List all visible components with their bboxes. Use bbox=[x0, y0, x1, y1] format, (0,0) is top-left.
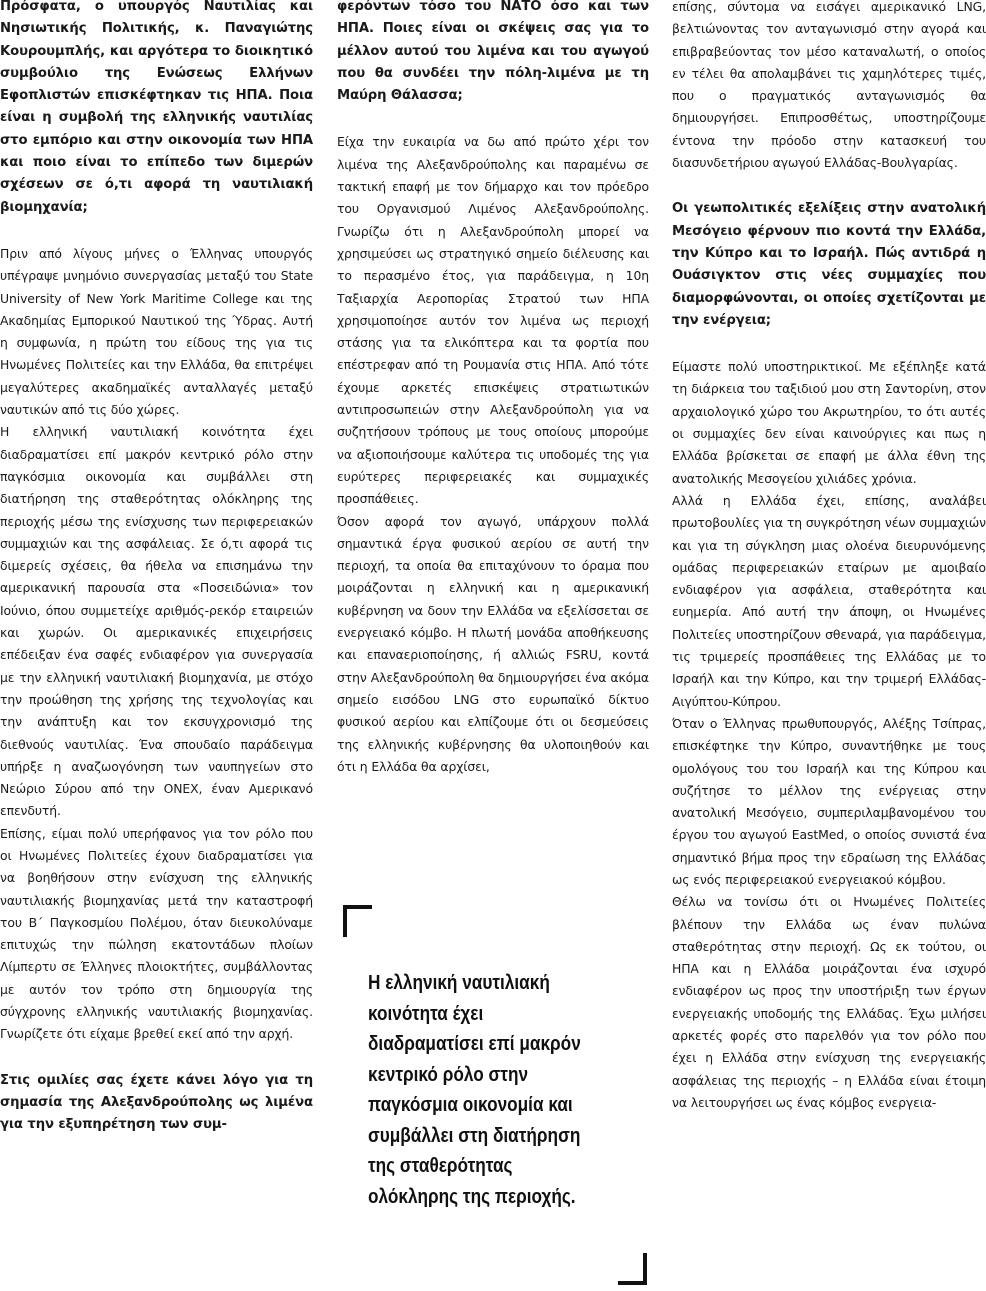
pull-quote: Η ελληνική ναυτιλιακή κοινότητα έχει διαδραματίσει επί μακρόν κεντρικό ρόλο στην παγκόσμια οικονομία και συμβάλλει στη διατήρηση της σταθερότητας ολόκληρης της περιοχής. bbox=[368, 972, 581, 1208]
interview-answer-paragraph: επίσης, σύντομα να εισάγει αμερικανικό LNG, βελτιώνοντας τον ανταγωνισμό στην αγορά και επιβραβεύοντας τον μέσο καταναλωτή, ο οποίος εν τέλει θα απολαμβάνει τις χαμηλότερες τιμές, που ο πραγματικός ανταγωνισμός θα δημιουργήσει. Επιπροσθέτως, υποστηρίζουμε έντονα την πρόοδο στην κατασκευή του διασυνδετήριου αγωγού Ελλάδας-Βουλγαρίας. bbox=[672, 0, 986, 171]
interview-answer-paragraph: Όταν ο Έλληνας πρωθυπουργός, Αλέξης Τσίπρας, επισκέφτηκε την Κύπρο, συναντήθηκε με τους ομολόγους του του Ισραήλ και της Κύπρου και συζήτησε το μέλλον της ενέργειας στην ανατολική Μεσόγειο, συμπεριλαμβανομένου του έργου του αγωγού EastMed, ο οποίος συνιστά ένα σημαντικό βήμα προς την εδραίωση της Ελλάδας ως ενός περιφερειακού ενεργειακού κόμβου. bbox=[672, 715, 986, 887]
interview-answer-paragraph: Επίσης, είμαι πολύ υπερήφανος για τον ρόλο που οι Ηνωμένες Πολιτείες έχουν διαδραματίσει για να βοηθήσουν στην ενίσχυση της ελληνικής ναυτιλιακής βιομηχανίας μετά την καταστροφή του Β΄ Παγκοσμίου Πολέμου, όταν διευκολύναμε επιτυχώς την πώληση εκατοντάδων πλοίων Λίμπερτυ σε Έλληνες πλοιοκτήτες, συμβάλλοντας με αυτόν τον τρόπο στη δημιουργία της σύγχρονης ελληνικής ναυτιλιακής βιομηχανίας. Γνωρίζετε ότι είχαμε βρεθεί εκεί από την αρχή. bbox=[0, 825, 313, 1042]
interview-answer-paragraph: Θέλω να τονίσω ότι οι Ηνωμένες Πολιτείες βλέπουν την Ελλάδα ως έναν πυλώνα σταθερότητας στην περιοχή. Ως εκ τούτου, οι ΗΠΑ και η Ελλάδα μοιράζονται ένα ισχυρό ενδιαφέρον ως προς την υποστήριξη των έργων ενεργειακής υποδομής της Ελλάδας. Έχω μιλήσει αρκετές φορές στο παρελθόν για τον ρόλο που έχει η Ελλάδα στην ενίσχυση της ενεργειακής ασφάλειας της περιοχής – η Ελλάδα είναι έτοιμη να λειτουργήσει ως ένας κόμβος ενεργεια- bbox=[672, 894, 986, 1110]
interview-answer-paragraph: Είχα την ευκαιρία να δω από πρώτο χέρι τον λιμένα της Αλεξανδρούπολης και παραμένω σε τακτική επαφή με τον δήμαρχο και τον πρόεδρο του Οργανισμού Λιμένος Αλεξανδρούπολης. Γνωρίζω ότι η Αλεξανδρούπολη μπορεί να χρησιμεύσει ως στρατηγικό σημείο διέλευσης και το περασμένο έτος, για παράδειγμα, η 10η Ταξιαρχία Αεροπορίας Στρατού των ΗΠΑ χρησιμοποίησε αυτόν τον λιμένα ως περιοχή στάσης για τα ελικόπτερα και τα φορτία που επέστρεφαν από τη Ρουμανία στις ΗΠΑ. Από τότε έχουμε αρκετές επισκέψεις στρατιωτικών αντιπροσωπειών στην Αλεξανδρούπολη για να συζητήσουν τρόπους με τους οποίους μπορούμε να αξιοποιήσουμε καλύτερα τις υποδομές της για ευρύτερες περιφερειακές και συμμαχικές προσπάθειες. bbox=[337, 134, 649, 507]
interview-question: Οι γεωπολιτικές εξελίξεις στην ανατολική Μεσόγειο φέρνουν πιο κοντά την Ελλάδα, την Κύπρο και το Ισραήλ. Πώς αντιδρά η Ουάσιγκτον στις νέες συμμαχίες που διαμορφώνονται, οι οποίες σχετίζονται με την ενέργεια; bbox=[672, 201, 986, 328]
interview-answer-paragraph: Η ελληνική ναυτιλιακή κοινότητα έχει διαδραματίσει επί μακρόν κεντρικό ρόλο στην παγκόσμια οικονομία και συμβάλλει στη διατήρηση της σταθερότητας ολόκληρης της περιοχής μέσω της ενίσχυσης των περιφερειακών συμμαχιών και της ασφάλειας. Σε ό,τι αφορά τις διμερείς σχέσεις, θα ήθελα να επισημάνω την αμερικανική παρουσία στα «Ποσειδώνια» τον Ιούνιο, όπου συμμετείχε αριθμός-ρεκόρ εταιρειών και χωρών. Οι αμερικανικές επιχειρήσεις επέδειξαν ένα σαφές ενδιαφέρον για συνεργασία με την ελληνική ναυτιλιακή βιομηχανία, με στόχο την προώθηση της χρήσης της τεχνολογίας και την ανάπτυξη και τον εκσυγχρονισμό της διεθνούς ναυτιλίας. Ένα σπουδαίο παράδειγμα υπήρξε η αναζωογόνηση των ναυπηγείων στο Νεώριο Σύρου από την ONEX, έναν Αμερικανό επενδυτή. bbox=[0, 424, 313, 819]
pullquote-corner-bottom-right bbox=[618, 1253, 647, 1285]
paragraph-gap bbox=[337, 107, 649, 131]
text-column-right bbox=[672, 0, 986, 1291]
paragraph-gap bbox=[672, 174, 986, 198]
paragraph-gap bbox=[672, 332, 986, 356]
interview-answer-paragraph: Είμαστε πολύ υποστηρικτικοί. Με εξέπληξε κατά τη διάρκεια του ταξιδιού μου στη Σαντορίνη, στον αρχαιολογικό χώρο του Ακρωτηρίου, το ότι αυτές οι συμμαχίες δεν είναι καινούργιες και πως η Ελλάδα βρίσκεται σε επαφή με άλλα έθνη της ανατολικής Μεσογείου χιλιάδες χρόνια. bbox=[672, 359, 986, 486]
interview-question: Στις ομιλίες σας έχετε κάνει λόγο για τη σημασία της Αλεξανδρούπολης ως λιμένα για την εξυπηρέτηση των συμ- bbox=[0, 1072, 313, 1133]
pullquote-corner-top-left bbox=[343, 905, 372, 937]
interview-question-continued: φερόντων τόσο του ΝΑΤΟ όσο και των ΗΠΑ. Ποιες είναι οι σκέψεις σας για το μέλλον αυτού του λιμένα και του αγωγού που θα συνδέει την πόλη-λιμένα με τη Μαύρη Θάλασσα; bbox=[337, 0, 649, 104]
interview-answer-paragraph: Αλλά η Ελλάδα έχει, επίσης, αναλάβει πρωτοβουλίες για τη συγκρότηση νέων συμμαχιών και για τη σύγκληση μιας ολοένα διευρυνόμενης ομάδας περιφερειακών εταίρων με αμοιβαίο ενδιαφέρον για ασφάλεια, σταθερότητα και ευημερία. Από αυτή την άποψη, οι Ηνωμένες Πολιτείες υποστηρίζουν σθεναρά, για παράδειγμα, τις τριμερείς προσπάθειες της Ελλάδας με το Ισραήλ και την Κύπρο, και την τριμερή Ελλάδας-Αιγύπτου-Κύπρου. bbox=[672, 492, 986, 709]
interview-answer-paragraph: Πριν από λίγους μήνες ο Έλληνας υπουργός υπέγραψε μνημόνιο συνεργασίας μεταξύ του State University of New York Maritime College και της Ακαδημίας Εμπορικού Ναυτικού της Ύδρας. Αυτή η συμφωνία, η πρώτη του είδους της για τις Ηνωμένες Πολιτείες και την Ελλάδα, θα επιτρέψει μεγαλύτερες ακαδημαϊκές ανταλλαγές μεταξύ ναυτικών από τις δύο χώρες. bbox=[0, 245, 313, 418]
text-column-left bbox=[0, 0, 313, 1291]
paragraph-gap bbox=[0, 219, 313, 243]
paragraph-gap bbox=[0, 1046, 313, 1070]
interview-answer-paragraph: Όσον αφορά τον αγωγό, υπάρχουν πολλά σημαντικά έργα φυσικού αερίου σε αυτή την περιοχή, τα οποία θα επιταχύνουν το όραμα που μοιράζονται η ελληνική και η αμερικανική κυβέρνηση να δουν την Ελλάδα να εξελίσσεται σε ενεργειακό κόμβο. Η πλωτή μονάδα αποθήκευσης και επαναεριοποίησης, ή αλλιώς FSRU, κοντά στην Αλεξανδρούπολη θα δημιουργήσει ένα ακόμα σημείο εισόδου LNG στο ευρωπαϊκό δίκτυο φυσικού αερίου και ελπίζουμε ότι οι δεσμεύσεις της ελληνικής κυβέρνησης θα υλοποιηθούν και ότι η Ελλάδα θα αρχίσει, bbox=[337, 513, 649, 774]
interview-question: Πρόσφατα, ο υπουργός Ναυτιλίας και Νησιωτικής Πολιτικής, κ. Παναγιώτης Κουρουμπλής, και αργότερα το διοικητικό συμβούλιο της Ενώσεως Ελλήνων Εφοπλιστών επισκέφτηκαν τις ΗΠΑ. Ποια είναι η συμβολή της ελληνικής ναυτιλίας στο εμπόριο και στην οικονομία των ΗΠΑ και ποιο είναι το επίπεδο των διμερών σχέσεων σε ό,τι αφορά τη ναυτιλιακή βιομηχανία; bbox=[0, 0, 313, 215]
